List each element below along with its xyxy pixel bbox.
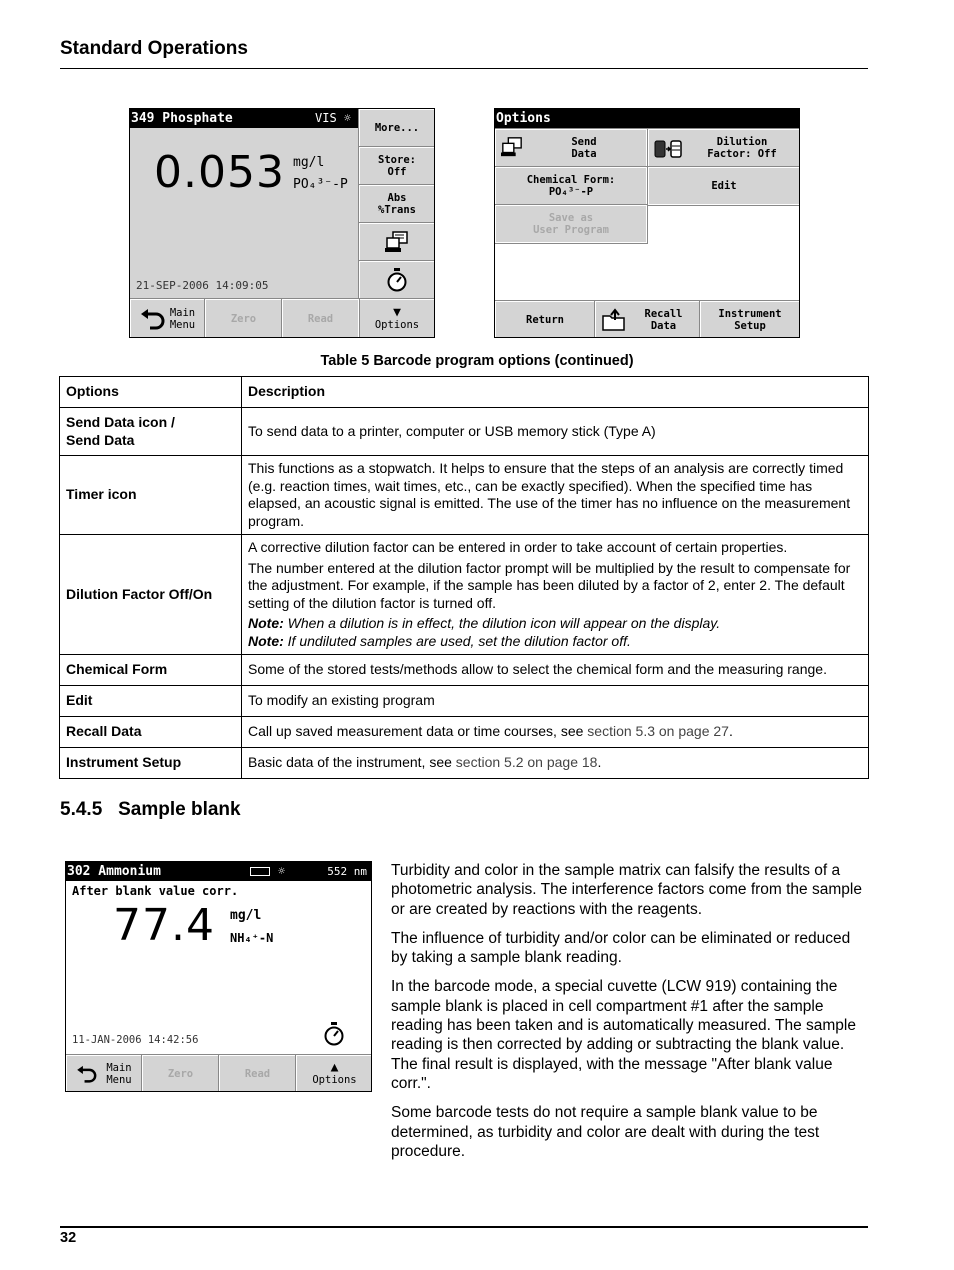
screen-title: Options (495, 109, 800, 128)
instrument-setup-button[interactable]: Instrument Setup (700, 301, 800, 338)
send-data-button[interactable] (359, 223, 435, 261)
table-header-row (60, 377, 869, 408)
paragraph: In the barcode mode, a special cuvette (LCW 919) containing the sample blank is placed in cell compartment #1 after the sample reading has been taken and is automatically measured. The sample reading is then corrected by adding or subtracting the blank value. The final result is displayed, with the message "After blank value corr.". (391, 978, 856, 1092)
table-row (60, 535, 869, 655)
table-row (60, 748, 869, 779)
return-arrow-icon (76, 1065, 98, 1083)
dilution-icon (653, 137, 685, 159)
reading-value: 77.4 (113, 900, 215, 951)
header-options: Options (60, 377, 242, 408)
send-data-icon (500, 136, 524, 158)
lamp-icon: ☼ (278, 864, 286, 878)
folder-icon (601, 308, 627, 332)
dilution-factor-button[interactable]: Dilution Factor: Off (648, 129, 800, 167)
arrow-up-icon: ▲ (330, 1059, 339, 1075)
paragraph: The influence of turbidity and/or color can be eliminated or reduced by taking a sample blank reading. (391, 929, 851, 967)
battery-icon (250, 867, 270, 876)
edit-button[interactable]: Edit (648, 167, 800, 205)
send-data-icon (384, 230, 410, 254)
store-button[interactable]: Store: Off (359, 147, 435, 185)
description-cell: Some of the stored tests/methods allow to select the chemical form and the measuring range. (242, 655, 869, 686)
table-row (60, 717, 869, 748)
option-cell: Dilution Factor Off/On (60, 535, 242, 655)
ammonium-screen (65, 861, 372, 1092)
section-heading: 5.4.5 Sample blank (60, 799, 241, 820)
options-screen (494, 108, 800, 338)
screen-title: 302 Ammonium (66, 862, 372, 881)
recall-data-button[interactable]: Recall Data (595, 301, 700, 338)
options-button[interactable]: ▼ Options (359, 299, 435, 338)
blank-correction-message: After blank value corr. (72, 884, 239, 898)
paragraph: Some barcode tests do not require a sample blank value to be determined, as turbidity and color are dealt with during the test procedure. (391, 1104, 820, 1160)
save-as-user-program-button[interactable]: Save as User Program (495, 205, 647, 243)
paragraph: Turbidity and color in the sample matrix can falsify the results of a photometric analysis. The interference factors come from the sample or are created by reactions with the reagents. (391, 862, 862, 918)
option-cell: Timer icon (60, 456, 242, 535)
table-row (60, 408, 869, 456)
reading-unit: mg/l (293, 155, 325, 170)
description-cell: To send data to a printer, computer or USB memory stick (Type A) (242, 408, 869, 456)
date-time-stamp: 11-JAN-2006 14:42:56 (72, 1034, 199, 1046)
return-arrow-icon (140, 308, 166, 330)
arrow-down-icon: ▼ (393, 304, 401, 320)
table-row (60, 456, 869, 535)
vis-mode-indicator: VIS ☼ (315, 111, 352, 125)
description-cell: This functions as a stopwatch. It helps to ensure that the steps of an analysis are correctly timed (e.g. reaction times, wait times, etc., can be exactly specified). When the specified time has elapsed, an acoustic signal is emitted. The use of the timer has no influence on the measurement program. (242, 456, 869, 535)
options-button[interactable]: ▲ Options (296, 1055, 372, 1092)
header-divider (60, 68, 868, 69)
timer-button[interactable] (359, 261, 435, 299)
send-data-button[interactable]: Send Data (495, 129, 647, 167)
options-table (59, 376, 869, 779)
lamp-icon: ☼ (343, 111, 352, 125)
chemical-form: NH₄⁺-N (230, 931, 274, 945)
reading-value: 0.053 (154, 147, 285, 198)
return-button[interactable]: Return (495, 301, 595, 338)
empty-area (495, 244, 800, 302)
more-button[interactable]: More... (359, 109, 435, 147)
sample-blank-text (391, 861, 869, 1171)
phosphate-screen (129, 108, 435, 338)
read-button[interactable]: Read (219, 1055, 296, 1092)
description-cell: A corrective dilution factor can be entered in order to take account of certain properties. The number entered at the dilution factor prompt will be multiplied by the result to compensate for the adjustment. For example, if the sample has been diluted by a factor of 2, enter 2. The default setting of the dilution factor is turned off. Note: When a dilution is in effect, the dilution icon will appear on the display. Note: If undiluted samples are used, set the dilution factor off. (242, 535, 869, 655)
option-cell: Edit (60, 686, 242, 717)
chemical-form: PO₄³⁻-P (293, 177, 348, 192)
page-header-title: Standard Operations (60, 38, 248, 59)
section-link[interactable]: section 5.2 on page 18 (455, 754, 598, 771)
description-cell: To modify an existing program (242, 686, 869, 717)
description-cell: Call up saved measurement data or time courses, see section 5.3 on page 27. (242, 717, 869, 748)
option-cell: Instrument Setup (60, 748, 242, 779)
main-menu-button[interactable]: Main Menu (130, 299, 205, 338)
footer-divider (60, 1226, 868, 1228)
chemical-form-button[interactable]: Chemical Form: PO₄³⁻-P (495, 167, 647, 205)
read-button[interactable]: Read (282, 299, 359, 338)
wavelength: 552 nm (327, 865, 367, 878)
date-time-stamp: 21-SEP-2006 14:09:05 (136, 279, 269, 292)
page-number: 32 (60, 1230, 77, 1246)
main-menu-button[interactable]: Main Menu (66, 1055, 142, 1092)
table-caption: Table 5 Barcode program options (continued) (320, 353, 634, 369)
timer-icon[interactable] (323, 1022, 345, 1046)
option-cell: Chemical Form (60, 655, 242, 686)
zero-button[interactable]: Zero (142, 1055, 219, 1092)
option-cell: Send Data icon / Send Data (60, 408, 242, 456)
option-cell: Recall Data (60, 717, 242, 748)
table-row (60, 686, 869, 717)
timer-icon (386, 268, 408, 292)
description-cell: Basic data of the instrument, see section 5.2 on page 18. (242, 748, 869, 779)
reading-unit: mg/l (230, 908, 262, 923)
header-description: Description (242, 377, 869, 408)
table-row (60, 655, 869, 686)
section-link[interactable]: section 5.3 on page 27 (587, 723, 729, 740)
abs-trans-button[interactable]: Abs %Trans (359, 185, 435, 223)
screen-title: 349 Phosphate (130, 109, 359, 128)
zero-button[interactable]: Zero (205, 299, 282, 338)
